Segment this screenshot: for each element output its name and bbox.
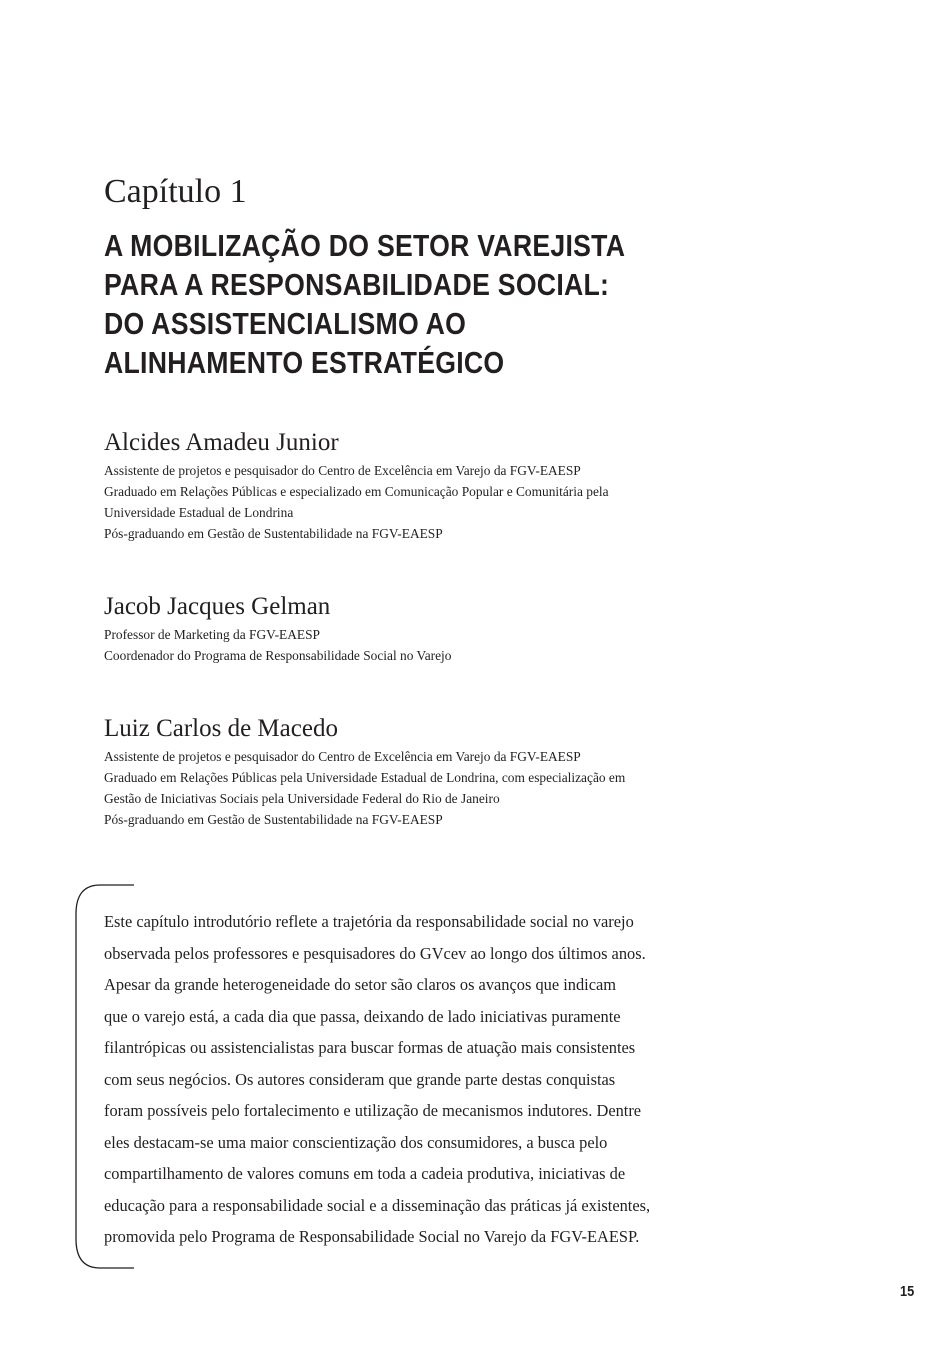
author-block (104, 428, 609, 544)
author-name: Luiz Carlos de Macedo (104, 715, 338, 742)
author-bio-line: Assistente de projetos e pesquisador do Centro de Excelência em Varejo da FGV-EAESP (104, 463, 581, 478)
author-name: Jacob Jacques Gelman (104, 593, 331, 620)
chapter-title-line: DO ASSISTENCIALISMO AO (104, 306, 467, 341)
page-number: 15 (900, 1283, 915, 1300)
author-bio-line: Universidade Estadual de Londrina (104, 505, 294, 520)
author-bio-line: Assistente de projetos e pesquisador do Centro de Excelência em Varejo da FGV-EAESP (104, 749, 581, 764)
chapter-label: Capítulo 1 (104, 173, 247, 210)
chapter-title-line: PARA A RESPONSABILIDADE SOCIAL: (104, 267, 610, 302)
abstract-line: eles destacam-se uma maior conscientização dos consumidores, a busca pelo (104, 1132, 608, 1152)
abstract-line: compartilhamento de valores comuns em toda a cadeia produtiva, iniciativas de (104, 1164, 626, 1183)
author-block (104, 714, 625, 830)
chapter-title (104, 226, 625, 382)
abstract-line: observada pelos professores e pesquisadores do GVcev ao longo dos últimos anos. (104, 943, 646, 963)
author-bio-line: Graduado em Relações Públicas pela Universidade Estadual de Londrina, com especialização em (104, 770, 626, 785)
abstract-line: que o varejo está, a cada dia que passa, deixando de lado iniciativas puramente (104, 1006, 621, 1026)
author-name: Alcides Amadeu Junior (104, 429, 339, 456)
abstract-line: educação para a responsabilidade social e a disseminação das práticas já existentes, (104, 1195, 651, 1215)
abstract-line: Apesar da grande heterogeneidade do setor são claros os avanços que indicam (104, 975, 617, 994)
chapter-title-line: ALINHAMENTO ESTRATÉGICO (104, 345, 505, 380)
abstract-line: Este capítulo introdutório reflete a trajetória da responsabilidade social no varejo (104, 912, 634, 931)
chapter-title-line: A MOBILIZAÇÃO DO SETOR VAREJISTA (104, 228, 626, 263)
author-bio-line: Coordenador do Programa de Responsabilidade Social no Varejo (104, 648, 452, 663)
author-bio-line: Graduado em Relações Públicas e especializado em Comunicação Popular e Comunitária pela (104, 484, 609, 499)
author-bio-line: Gestão de Iniciativas Sociais pela Universidade Federal do Rio de Janeiro (104, 791, 500, 806)
author-block (104, 592, 451, 666)
abstract-line: filantrópicas ou assistencialistas para buscar formas de atuação mais consistentes (104, 1038, 636, 1057)
abstract-line: com seus negócios. Os autores consideram que grande parte destas conquistas (104, 1069, 616, 1089)
author-bio-line: Pós-graduando em Gestão de Sustentabilidade na FGV-EAESP (104, 526, 443, 541)
abstract (104, 906, 650, 1253)
abstract-line: foram possíveis pelo fortalecimento e utilização de mecanismos indutores. Dentre (104, 1101, 642, 1120)
author-bio-line: Professor de Marketing da FGV-EAESP (104, 627, 320, 642)
author-bio-line: Pós-graduando em Gestão de Sustentabilidade na FGV-EAESP (104, 812, 443, 827)
abstract-line: promovida pelo Programa de Responsabilidade Social no Varejo da FGV-EAESP. (104, 1227, 640, 1246)
